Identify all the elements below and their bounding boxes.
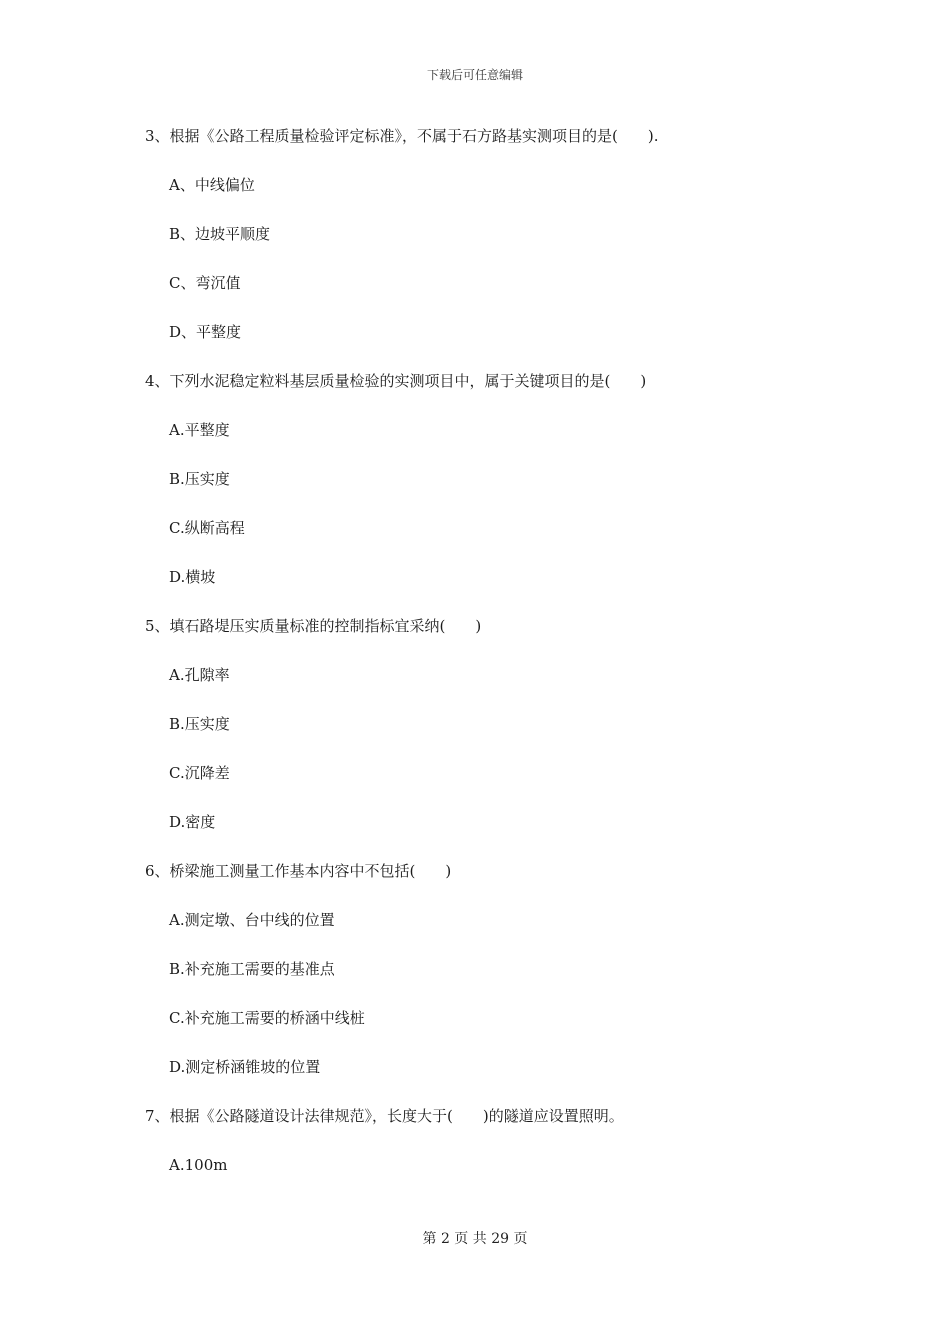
option-d: D、平整度	[169, 323, 242, 341]
question-5	[145, 615, 845, 833]
option-d: D.横坡	[169, 568, 216, 586]
page-footer: 第 2 页 共 29 页	[422, 1231, 528, 1247]
option-c: C.补充施工需要的桥涵中线桩	[169, 1009, 365, 1027]
option-a: A.测定墩、台中线的位置	[169, 911, 335, 929]
question-text: 5、填石路堤压实质量标准的控制指标宜采纳( )	[145, 617, 482, 635]
question-text: 7、根据《公路隧道设计法律规范》，长度大于( )的隧道应设置照明。	[145, 1107, 624, 1125]
option-a: A.平整度	[169, 421, 230, 439]
question-text: 4、下列水泥稳定粒料基层质量检验的实测项目中，属于关键项目的是( )	[145, 372, 647, 390]
question-6	[145, 860, 845, 1078]
option-a: A.孔隙率	[169, 666, 230, 684]
document-body	[145, 125, 845, 1203]
question-7	[145, 1105, 845, 1176]
question-text: 6、桥梁施工测量工作基本内容中不包括( )	[145, 862, 452, 880]
option-d: D.测定桥涵锥坡的位置	[169, 1058, 321, 1076]
question-text: 3、根据《公路工程质量检验评定标准》，不属于石方路基实测项目的是( ).	[145, 127, 659, 145]
option-b: B.补充施工需要的基准点	[169, 960, 335, 978]
option-c: C.沉降差	[169, 764, 230, 782]
option-b: B、边坡平顺度	[169, 225, 271, 243]
option-b: B.压实度	[169, 470, 230, 488]
option-c: C、弯沉值	[169, 274, 241, 292]
option-c: C.纵断高程	[169, 519, 245, 537]
page-header: 下载后可任意编辑	[426, 68, 523, 82]
option-d: D.密度	[169, 813, 216, 831]
question-3	[145, 125, 845, 343]
question-4	[145, 370, 845, 588]
option-b: B.压实度	[169, 715, 230, 733]
option-a: A、中线偏位	[169, 176, 255, 194]
option-a: A.100m	[169, 1156, 228, 1174]
